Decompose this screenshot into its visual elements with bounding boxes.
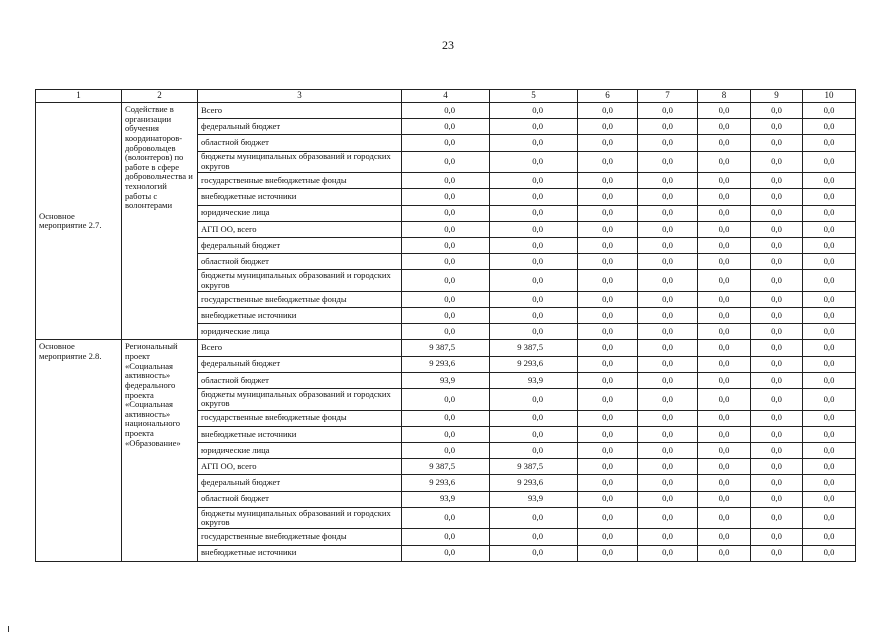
value-cell: 0,0 [578, 459, 638, 475]
value-cell: 0,0 [803, 291, 856, 307]
table-body [36, 90, 856, 562]
value-cell: 0,0 [698, 324, 751, 340]
value-cell: 0,0 [698, 308, 751, 324]
value-cell: 0,0 [698, 372, 751, 388]
value-cell: 0,0 [803, 173, 856, 189]
value-cell: 0,0 [402, 291, 490, 307]
funding-source-cell: внебюджетные источники [198, 189, 402, 205]
value-cell: 0,0 [578, 545, 638, 561]
value-cell: 0,0 [638, 308, 698, 324]
value-cell: 0,0 [490, 151, 578, 173]
value-cell: 0,0 [751, 491, 803, 507]
value-cell: 0,0 [751, 324, 803, 340]
value-cell: 0,0 [751, 103, 803, 119]
value-cell: 0,0 [751, 135, 803, 151]
value-cell: 0,0 [490, 103, 578, 119]
budget-table [35, 89, 856, 562]
value-cell: 0,0 [638, 426, 698, 442]
value-cell: 0,0 [803, 205, 856, 221]
value-cell: 0,0 [578, 372, 638, 388]
value-cell: 0,0 [490, 507, 578, 529]
value-cell: 0,0 [578, 491, 638, 507]
table-row [36, 340, 856, 356]
value-cell: 9 387,5 [402, 340, 490, 356]
value-cell: 0,0 [803, 119, 856, 135]
value-cell: 0,0 [490, 389, 578, 411]
value-cell: 0,0 [803, 529, 856, 545]
description-cell: Региональный проект «Социальная активность» федерального проекта «Социальная активность» национального проекта «Образование» [122, 340, 198, 561]
value-cell: 0,0 [803, 237, 856, 253]
value-cell: 0,0 [490, 410, 578, 426]
funding-source-cell: федеральный бюджет [198, 119, 402, 135]
value-cell: 0,0 [698, 529, 751, 545]
value-cell: 0,0 [402, 442, 490, 458]
value-cell: 0,0 [803, 135, 856, 151]
value-cell: 0,0 [751, 340, 803, 356]
value-cell: 0,0 [698, 103, 751, 119]
value-cell: 0,0 [751, 475, 803, 491]
value-cell: 0,0 [803, 270, 856, 292]
value-cell: 0,0 [698, 410, 751, 426]
header-cell: 8 [698, 90, 751, 103]
value-cell: 0,0 [751, 459, 803, 475]
value-cell: 0,0 [638, 270, 698, 292]
value-cell: 0,0 [803, 459, 856, 475]
funding-source-cell: бюджеты муниципальных образований и городских округов [198, 151, 402, 173]
funding-source-cell: бюджеты муниципальных образований и городских округов [198, 389, 402, 411]
value-cell: 0,0 [698, 237, 751, 253]
funding-source-cell: областной бюджет [198, 491, 402, 507]
value-cell: 0,0 [638, 151, 698, 173]
value-cell: 0,0 [578, 389, 638, 411]
value-cell: 0,0 [751, 237, 803, 253]
value-cell: 0,0 [578, 308, 638, 324]
header-cell: 7 [638, 90, 698, 103]
value-cell: 0,0 [803, 103, 856, 119]
funding-source-cell: бюджеты муниципальных образований и городских округов [198, 270, 402, 292]
value-cell: 9 293,6 [402, 356, 490, 372]
value-cell: 0,0 [803, 254, 856, 270]
value-cell: 0,0 [638, 475, 698, 491]
value-cell: 0,0 [698, 221, 751, 237]
funding-source-cell: юридические лица [198, 442, 402, 458]
funding-source-cell: внебюджетные источники [198, 308, 402, 324]
value-cell: 0,0 [803, 151, 856, 173]
value-cell: 0,0 [698, 119, 751, 135]
value-cell: 0,0 [698, 545, 751, 561]
funding-source-cell: областной бюджет [198, 254, 402, 270]
value-cell: 0,0 [490, 205, 578, 221]
page-number: 23 [442, 38, 454, 52]
value-cell: 93,9 [402, 372, 490, 388]
value-cell: 0,0 [490, 426, 578, 442]
value-cell: 0,0 [578, 340, 638, 356]
value-cell: 0,0 [402, 389, 490, 411]
value-cell: 0,0 [578, 426, 638, 442]
value-cell: 0,0 [402, 507, 490, 529]
table-row [36, 103, 856, 119]
header-cell: 5 [490, 90, 578, 103]
value-cell: 9 293,6 [490, 356, 578, 372]
value-cell: 0,0 [751, 189, 803, 205]
funding-source-cell: АГП ОО, всего [198, 221, 402, 237]
value-cell: 0,0 [751, 389, 803, 411]
value-cell: 0,0 [578, 237, 638, 253]
value-cell: 0,0 [638, 491, 698, 507]
value-cell: 0,0 [803, 308, 856, 324]
value-cell: 0,0 [490, 119, 578, 135]
value-cell: 0,0 [638, 189, 698, 205]
funding-source-cell: федеральный бюджет [198, 475, 402, 491]
value-cell: 0,0 [803, 442, 856, 458]
header-row [36, 90, 856, 103]
value-cell: 0,0 [638, 459, 698, 475]
value-cell: 0,0 [698, 189, 751, 205]
value-cell: 9 387,5 [490, 459, 578, 475]
value-cell: 0,0 [490, 308, 578, 324]
value-cell: 0,0 [638, 135, 698, 151]
value-cell: 0,0 [751, 507, 803, 529]
value-cell: 0,0 [402, 545, 490, 561]
value-cell: 0,0 [578, 119, 638, 135]
value-cell: 0,0 [751, 291, 803, 307]
value-cell: 0,0 [698, 356, 751, 372]
value-cell: 93,9 [402, 491, 490, 507]
funding-source-cell: областной бюджет [198, 135, 402, 151]
value-cell: 0,0 [638, 507, 698, 529]
value-cell: 0,0 [490, 237, 578, 253]
value-cell: 0,0 [698, 426, 751, 442]
value-cell: 0,0 [578, 529, 638, 545]
value-cell: 0,0 [751, 529, 803, 545]
scan-mark [8, 626, 9, 632]
value-cell: 93,9 [490, 372, 578, 388]
value-cell: 0,0 [638, 372, 698, 388]
value-cell: 0,0 [698, 507, 751, 529]
value-cell: 0,0 [751, 372, 803, 388]
value-cell: 0,0 [402, 308, 490, 324]
value-cell: 0,0 [638, 237, 698, 253]
funding-source-cell: федеральный бюджет [198, 237, 402, 253]
value-cell: 9 293,6 [402, 475, 490, 491]
value-cell: 0,0 [490, 254, 578, 270]
value-cell: 0,0 [402, 529, 490, 545]
value-cell: 0,0 [698, 173, 751, 189]
funding-source-cell: государственные внебюджетные фонды [198, 529, 402, 545]
value-cell: 0,0 [803, 324, 856, 340]
funding-source-cell: государственные внебюджетные фонды [198, 173, 402, 189]
funding-source-cell: Всего [198, 340, 402, 356]
value-cell: 0,0 [578, 254, 638, 270]
value-cell: 0,0 [402, 324, 490, 340]
measure-cell: Основное мероприятие 2.7. [36, 103, 122, 340]
header-cell: 9 [751, 90, 803, 103]
value-cell: 0,0 [638, 254, 698, 270]
value-cell: 0,0 [578, 270, 638, 292]
funding-source-cell: бюджеты муниципальных образований и городских округов [198, 507, 402, 529]
funding-source-cell: государственные внебюджетные фонды [198, 291, 402, 307]
value-cell: 0,0 [578, 410, 638, 426]
value-cell: 0,0 [578, 507, 638, 529]
value-cell: 0,0 [638, 119, 698, 135]
value-cell: 0,0 [751, 270, 803, 292]
value-cell: 0,0 [638, 356, 698, 372]
value-cell: 0,0 [803, 340, 856, 356]
value-cell: 0,0 [698, 459, 751, 475]
value-cell: 0,0 [751, 308, 803, 324]
value-cell: 0,0 [490, 545, 578, 561]
value-cell: 0,0 [402, 410, 490, 426]
value-cell: 0,0 [578, 189, 638, 205]
value-cell: 0,0 [638, 103, 698, 119]
value-cell: 0,0 [698, 254, 751, 270]
value-cell: 0,0 [402, 221, 490, 237]
funding-source-cell: внебюджетные источники [198, 545, 402, 561]
value-cell: 0,0 [402, 237, 490, 253]
value-cell: 0,0 [578, 151, 638, 173]
value-cell: 0,0 [638, 410, 698, 426]
value-cell: 0,0 [751, 151, 803, 173]
value-cell: 0,0 [698, 151, 751, 173]
value-cell: 0,0 [803, 356, 856, 372]
value-cell: 0,0 [698, 389, 751, 411]
value-cell: 0,0 [751, 356, 803, 372]
value-cell: 0,0 [402, 103, 490, 119]
value-cell: 0,0 [751, 442, 803, 458]
funding-source-cell: юридические лица [198, 205, 402, 221]
value-cell: 0,0 [402, 119, 490, 135]
header-cell: 10 [803, 90, 856, 103]
funding-source-cell: внебюджетные источники [198, 426, 402, 442]
value-cell: 0,0 [638, 291, 698, 307]
value-cell: 0,0 [751, 205, 803, 221]
value-cell: 0,0 [490, 442, 578, 458]
value-cell: 0,0 [578, 103, 638, 119]
value-cell: 0,0 [402, 151, 490, 173]
value-cell: 0,0 [490, 529, 578, 545]
value-cell: 0,0 [578, 135, 638, 151]
value-cell: 0,0 [402, 135, 490, 151]
value-cell: 0,0 [751, 254, 803, 270]
value-cell: 0,0 [751, 410, 803, 426]
value-cell: 0,0 [751, 221, 803, 237]
measure-cell: Основное мероприятие 2.8. [36, 340, 122, 561]
value-cell: 0,0 [402, 205, 490, 221]
header-cell: 2 [122, 90, 198, 103]
value-cell: 0,0 [490, 189, 578, 205]
value-cell: 0,0 [698, 135, 751, 151]
value-cell: 0,0 [490, 270, 578, 292]
value-cell: 9 293,6 [490, 475, 578, 491]
description-cell: Содействие в организации обучения координаторов-добровольцев (волонтеров) по работе в сфере добровольчества и технологий работы с волонтерами [122, 103, 198, 340]
value-cell: 0,0 [490, 173, 578, 189]
funding-source-cell: федеральный бюджет [198, 356, 402, 372]
value-cell: 0,0 [638, 324, 698, 340]
header-cell: 1 [36, 90, 122, 103]
value-cell: 0,0 [698, 442, 751, 458]
header-cell: 6 [578, 90, 638, 103]
value-cell: 0,0 [490, 291, 578, 307]
value-cell: 0,0 [638, 442, 698, 458]
funding-source-cell: Всего [198, 103, 402, 119]
value-cell: 0,0 [402, 173, 490, 189]
value-cell: 0,0 [578, 442, 638, 458]
value-cell: 0,0 [751, 545, 803, 561]
value-cell: 0,0 [578, 324, 638, 340]
value-cell: 0,0 [578, 221, 638, 237]
value-cell: 0,0 [402, 270, 490, 292]
value-cell: 0,0 [803, 545, 856, 561]
value-cell: 0,0 [578, 356, 638, 372]
value-cell: 0,0 [490, 135, 578, 151]
value-cell: 0,0 [638, 545, 698, 561]
value-cell: 0,0 [638, 529, 698, 545]
value-cell: 0,0 [698, 491, 751, 507]
value-cell: 0,0 [578, 173, 638, 189]
value-cell: 0,0 [578, 291, 638, 307]
value-cell: 9 387,5 [402, 459, 490, 475]
value-cell: 0,0 [578, 475, 638, 491]
value-cell: 0,0 [751, 426, 803, 442]
value-cell: 0,0 [490, 221, 578, 237]
value-cell: 0,0 [638, 205, 698, 221]
funding-source-cell: АГП ОО, всего [198, 459, 402, 475]
value-cell: 0,0 [402, 189, 490, 205]
value-cell: 0,0 [578, 205, 638, 221]
header-cell: 4 [402, 90, 490, 103]
value-cell: 0,0 [638, 221, 698, 237]
value-cell: 0,0 [698, 205, 751, 221]
value-cell: 0,0 [698, 270, 751, 292]
value-cell: 0,0 [698, 340, 751, 356]
value-cell: 0,0 [803, 372, 856, 388]
value-cell: 0,0 [490, 324, 578, 340]
value-cell: 0,0 [638, 389, 698, 411]
value-cell: 0,0 [402, 254, 490, 270]
value-cell: 0,0 [803, 410, 856, 426]
value-cell: 0,0 [402, 426, 490, 442]
value-cell: 93,9 [490, 491, 578, 507]
header-cell: 3 [198, 90, 402, 103]
value-cell: 0,0 [803, 426, 856, 442]
funding-source-cell: областной бюджет [198, 372, 402, 388]
value-cell: 0,0 [803, 507, 856, 529]
value-cell: 0,0 [698, 475, 751, 491]
value-cell: 0,0 [803, 491, 856, 507]
value-cell: 9 387,5 [490, 340, 578, 356]
value-cell: 0,0 [638, 173, 698, 189]
funding-source-cell: государственные внебюджетные фонды [198, 410, 402, 426]
value-cell: 0,0 [751, 119, 803, 135]
value-cell: 0,0 [803, 475, 856, 491]
value-cell: 0,0 [698, 291, 751, 307]
value-cell: 0,0 [803, 221, 856, 237]
funding-source-cell: юридические лица [198, 324, 402, 340]
value-cell: 0,0 [638, 340, 698, 356]
value-cell: 0,0 [803, 189, 856, 205]
value-cell: 0,0 [803, 389, 856, 411]
value-cell: 0,0 [751, 173, 803, 189]
